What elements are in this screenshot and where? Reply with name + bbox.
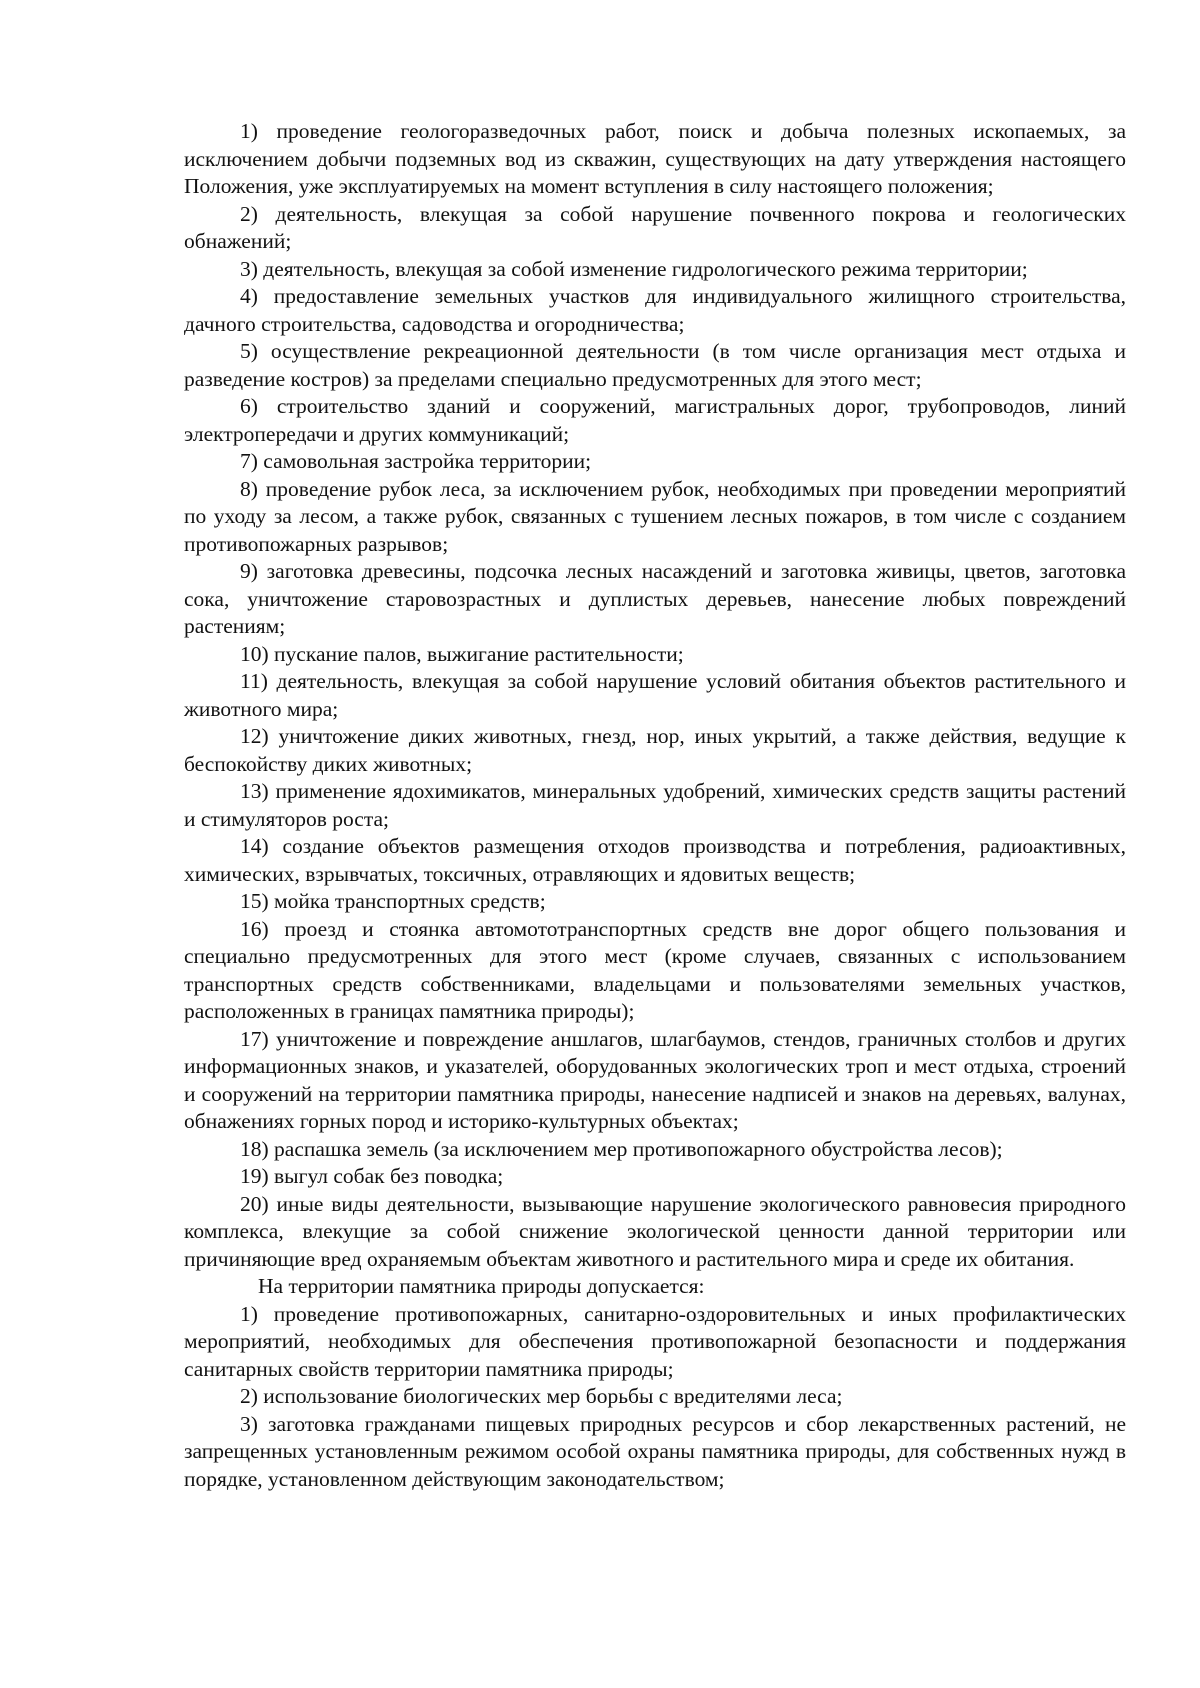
prohibited-item-13: 13) применение ядохимикатов, минеральных удобрений, химических средств защиты растений и стимуляторов роста; — [184, 779, 1126, 831]
prohibited-item-18: 18) распашка земель (за исключением мер противопожарного обустройства лесов); — [240, 1136, 1003, 1161]
prohibited-item-5: 5) осуществление рекреационной деятельности (в том числе организация мест отдыха и разведение костров) за пределами специально предусмотренных для этого мест; — [184, 339, 1126, 391]
prohibited-item-3: 3) деятельность, влекущая за собой изменение гидрологического режима территории; — [240, 256, 1028, 281]
prohibited-item-2: 2) деятельность, влекущая за собой нарушение почвенного покрова и геологических обнажений; — [184, 201, 1126, 253]
document-body — [184, 118, 1126, 1493]
prohibited-item-7: 7) самовольная застройка территории; — [240, 449, 592, 473]
prohibited-item-4: 4) предоставление земельных участков для индивидуального жилищного строительства, дачного строительства, садоводства и огородничества; — [184, 284, 1126, 336]
permitted-intro: На территории памятника природы допускается: — [258, 1274, 705, 1298]
prohibited-item-14: 14) создание объектов размещения отходов производства и потребления, радиоактивных, химических, взрывчатых, токсичных, отравляющих и ядовитых веществ; — [184, 834, 1126, 886]
prohibited-item-15: 15) мойка транспортных средств; — [240, 889, 546, 913]
prohibited-item-20: 20) иные виды деятельности, вызывающие нарушение экологического равновесия природного комплекса, влекущие за собой снижение экологической ценности данной территории или причиняющие вред охраняемым объектам животного и растительного мира и среде их обитания. — [184, 1191, 1126, 1271]
prohibited-item-11: 11) деятельность, влекущая за собой нарушение условий обитания объектов растительного и животного мира; — [184, 669, 1126, 721]
prohibited-item-17: 17) уничтожение и повреждение аншлагов, шлагбаумов, стендов, граничных столбов и других информационных знаков, и указателей, оборудованных экологических троп и мест отдыха, строений и сооружений на территории памятника природы, нанесение надписей и знаков на деревьях, валунах, обнажениях горных пород и историко-культурных объектах; — [184, 1026, 1126, 1133]
prohibited-item-6: 6) строительство зданий и сооружений, магистральных дорог, трубопроводов, линий электропередачи и других коммуникаций; — [184, 394, 1126, 446]
prohibited-item-12: 12) уничтожение диких животных, гнезд, нор, иных укрытий, а также действия, ведущие к беспокойству диких животных; — [184, 724, 1126, 776]
prohibited-item-8: 8) проведение рубок леса, за исключением рубок, необходимых при проведении мероприятий по уходу за лесом, а также рубок, связанных с тушением лесных пожаров, в том числе с созданием противопожарных разрывов; — [184, 476, 1126, 556]
permitted-item-1: 1) проведение противопожарных, санитарно-оздоровительных и иных профилактических мероприятий, необходимых для обеспечения противопожарной безопасности и поддержания санитарных свойств территории памятника природы; — [184, 1301, 1126, 1381]
prohibited-item-10: 10) пускание палов, выжигание растительности; — [240, 641, 684, 666]
prohibited-item-19: 19) выгул собак без поводка; — [240, 1164, 504, 1188]
prohibited-item-16: 16) проезд и стоянка автомототранспортных средств вне дорог общего пользования и специально предусмотренных для этого мест (кроме случаев, связанных с использованием транспортных средств собственниками, владельцами и пользователями земельных участков, расположенных в границах памятника природы); — [184, 916, 1126, 1023]
prohibited-item-1: 1) проведение геологоразведочных работ, поиск и добыча полезных ископаемых, за исключением добычи подземных вод из скважин, существующих на дату утверждения настоящего Положения, уже эксплуатируемых на момент вступления в силу настоящего положения; — [184, 119, 1126, 198]
permitted-item-2: 2) использование биологических мер борьбы с вредителями леса; — [240, 1384, 843, 1408]
permitted-item-3: 3) заготовка гражданами пищевых природных ресурсов и сбор лекарственных растений, не запрещенных установленным режимом особой охраны памятника природы, для собственных нужд в порядке, установленном действующим законодательством; — [184, 1411, 1126, 1491]
prohibited-item-9: 9) заготовка древесины, подсочка лесных насаждений и заготовка живицы, цветов, заготовка сока, уничтожение старовозрастных и дуплистых деревьев, нанесение любых повреждений растениям; — [184, 559, 1126, 638]
